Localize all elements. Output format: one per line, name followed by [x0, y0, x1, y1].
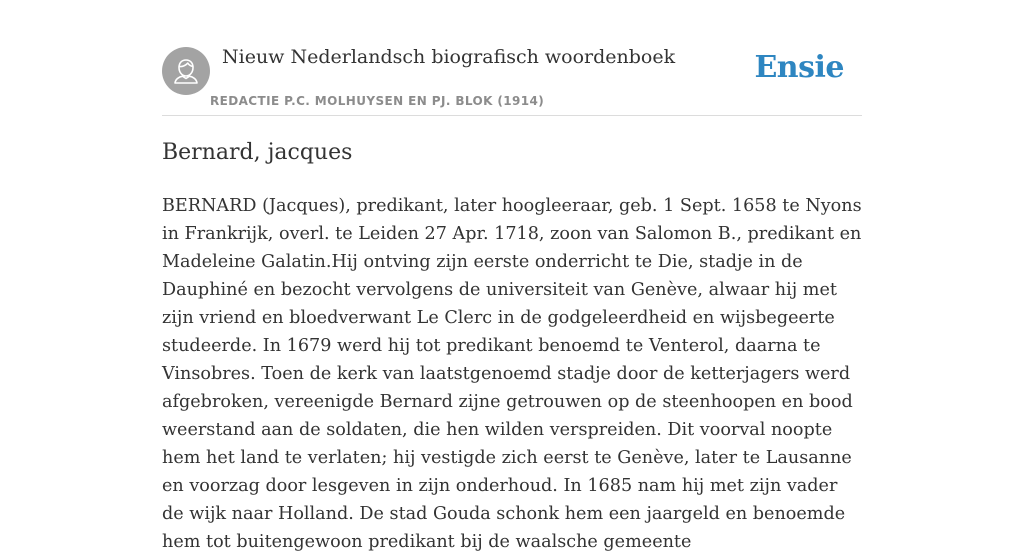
entry-body: BERNARD (Jacques), predikant, later hoogleeraar, geb. 1 Sept. 1658 te Nyons in Frankrijk, overl. te Leiden 27 Apr. 1718, zoon van Salomon B., predikant en Madeleine Galatin.Hij ontving zijn eerste onderricht te Die, stadje in de Dauphiné en bezocht vervolgens de universiteit van Genève, alwaar hij met zijn vriend en bloedverwant Le Clerc in de godgeleerdheid en wijsbegeerte studeerde. In 1679 werd hij tot predikant benoemd te Venterol, daarna te Vinsobres. Toen de kerk van laatstgenoemd stadje door de ketterjagers werd afgebroken, vereenigde Bernard zijne getrouwen op de steenhoopen en bood weerstand aan de soldaten, die hen wilden verspreiden. Dit voorval noopte hem het land te verlaten; hij vestigde zich eerst te Genève, later te Lausanne en voorzag door lesgeven in zijn onderhoud. In 1685 nam hij met zijn vader de wijk naar Holland. De stad Gouda schonk hem een jaargeld en benoemde hem tot buitengewoon predikant bij de waalsche gemeente	[162, 196, 862, 552]
source-editors: REDACTIE P.C. MOLHUYSEN EN PJ. BLOK (1914)	[210, 94, 545, 108]
source-title[interactable]: Nieuw Nederlandsch biografisch woordenboek	[222, 46, 676, 68]
ensie-logo[interactable]: Ensie	[754, 50, 844, 85]
page	[162, 0, 862, 552]
user-avatar-icon[interactable]	[162, 47, 210, 95]
entry-title: Bernard, jacques	[162, 140, 353, 165]
source-header	[162, 0, 862, 116]
